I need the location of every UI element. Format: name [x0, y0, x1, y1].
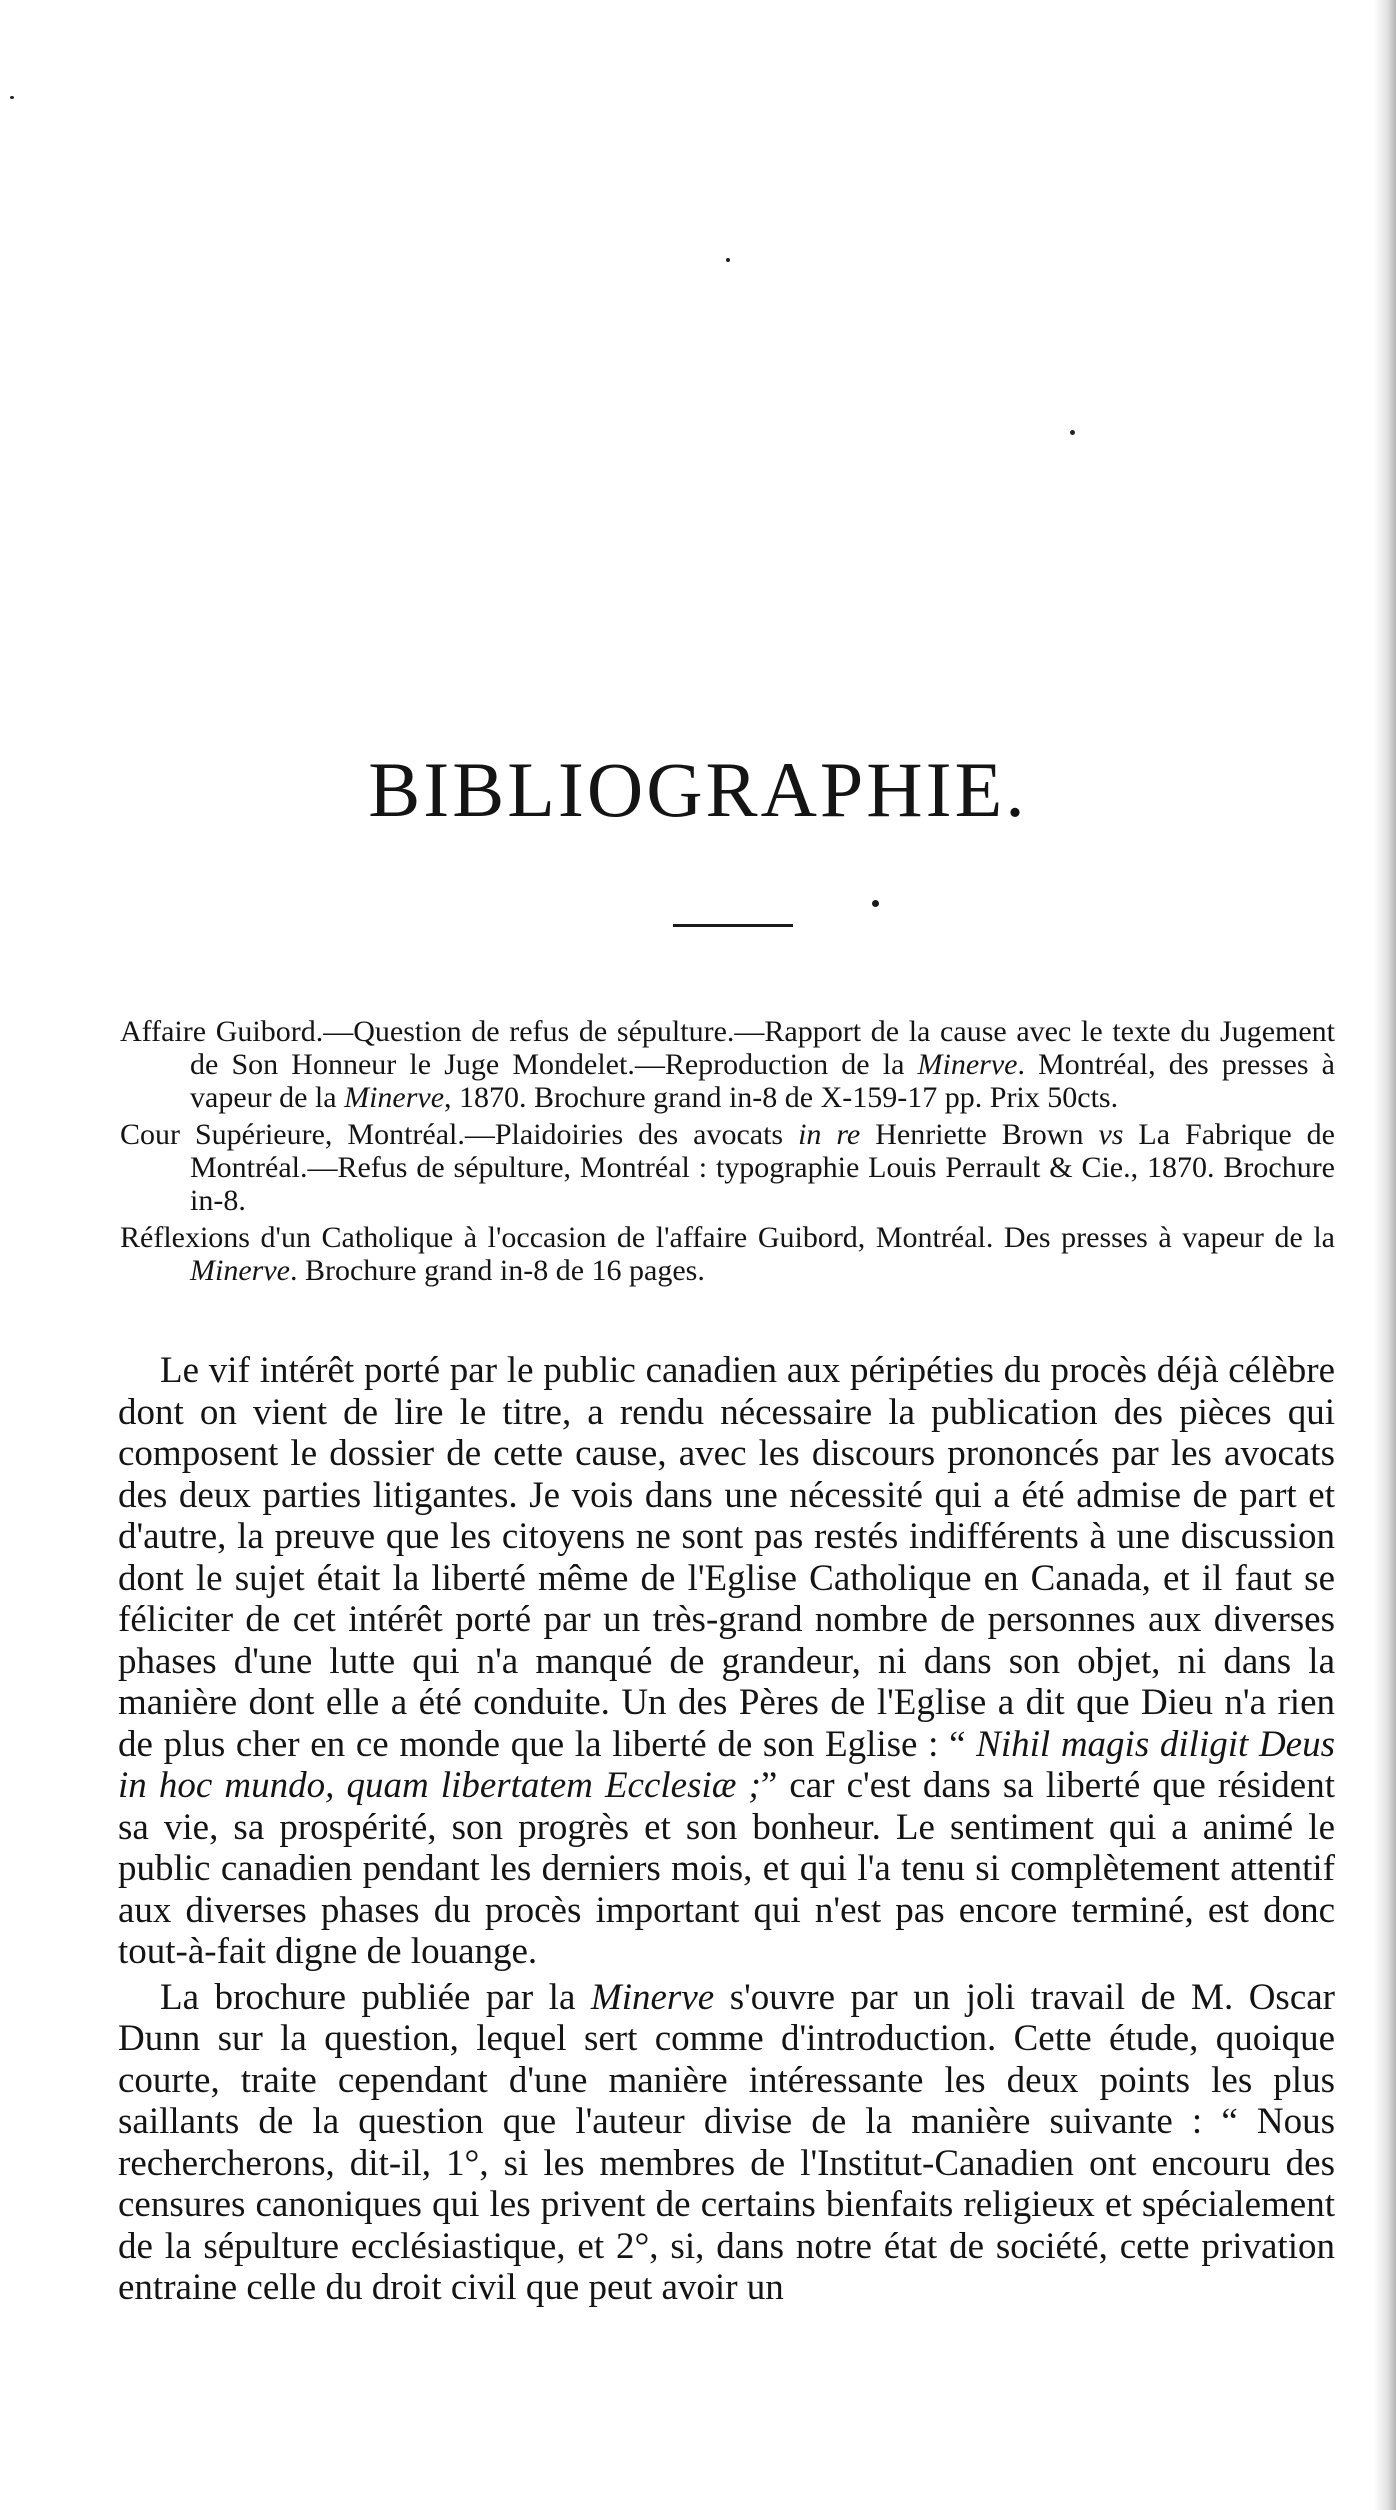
reference-text: Cour Supérieure, Montréal.—Plaidoiries des avocats [120, 1118, 799, 1151]
reference-entry [120, 1118, 1335, 1217]
page-edge-shadow [1374, 0, 1396, 2510]
reference-italic: Minerve [917, 1048, 1018, 1081]
reference-italic: Minerve [344, 1081, 445, 1114]
paragraph-text: Le vif intérêt porté par le public canadien aux péripéties du procès déjà célèbre dont on vient de lire le titre, a rendu nécessaire la publication des pièces qui composent le dossier de cette cause, avec les discours prononcés par les avocats des deux parties litigantes. Je vois dans une nécessité qui a été admise de part et d'autre, la preuve que les citoyens ne sont pas restés indifférents à une discussion dont le sujet était la liberté même de l'Eglise Catholique en Canada, et il faut se féliciter de cet intérêt porté par un très-grand nombre de personnes aux diverses phases d'une lutte qui n'a manqué de grandeur, ni dans son objet, ni dans la manière dont elle a été conduite. Un des Pères de l'Eglise a dit que Dieu n'a rien de plus cher en ce monde que la liberté de son Eglise : “ [118, 1350, 1335, 1765]
paragraph-text: s'ouvre par un joli travail de M. Oscar Dunn sur la question, lequel sert comme d'introduction. Cette étude, quoique courte, traite cependant d'une manière intéressante les deux points les plus saillants de la question que l'auteur divise de la manière suivante : “ Nous rechercherons, dit-il, 1°, si les membres de l'Institut-Canadien ont encouru des censures canoniques qui les privent de certains bienfaits religieux et spécialement de la sépulture ecclésiastique, et 2°, si, dans notre état de société, cette privation entraine celle du droit civil que peut avoir un [118, 1976, 1335, 2308]
reference-entry [120, 1015, 1335, 1114]
body-paragraph [118, 1977, 1335, 2309]
reference-text: Henriette Brown [860, 1118, 1099, 1151]
title-rule [673, 924, 793, 927]
ornament-dot [872, 900, 879, 907]
reference-text: Réflexions d'un Catholique à l'occasion de l'affaire Guibord, Montréal. Des presses à vapeur de la [120, 1221, 1335, 1254]
paragraph-text: La brochure publiée par la [160, 1976, 591, 2018]
reference-entry [120, 1221, 1335, 1287]
reference-italic: vs [1098, 1118, 1124, 1151]
scan-speck [726, 258, 730, 262]
reference-list [120, 1015, 1335, 1291]
reference-text: Affaire Guibord.—Question de refus de sépulture.—Rapport de la cause avec le texte du Jugement de Son Honneur le Juge Mondelet.—Reproduction de la [120, 1015, 1335, 1081]
reference-text: La Fabrique de Montréal.—Refus de sépulture, Montréal : typographie Louis Perrault & Cie., 1870. Brochure in-8. [190, 1118, 1335, 1217]
body-text [118, 1350, 1335, 2313]
scan-speck [10, 96, 14, 99]
latin-quote: Nihil magis diligit Deus in hoc mundo, quam libertatem Ecclesiæ ; [118, 1723, 1336, 1806]
body-paragraph [118, 1350, 1335, 1973]
reference-text: . Montréal, des presses à vapeur de la [190, 1048, 1335, 1114]
scan-speck [1070, 430, 1075, 435]
page-title: BIBLIOGRAPHIE. [368, 746, 1028, 833]
reference-text: . Brochure grand in-8 de 16 pages. [289, 1254, 705, 1287]
paragraph-italic: Minerve [590, 1976, 715, 2018]
paragraph-text: ” car c'est dans sa liberté que résident sa vie, sa prospérité, son progrès et son bonheur. Le sentiment qui a animé le public canadien pendant les derniers mois, et qui l'a tenu si complètement attentif aux diverses phases du procès important qui n'est pas encore terminé, est donc tout-à-fait digne de louange. [118, 1765, 1335, 1972]
reference-italic: in re [798, 1118, 861, 1151]
reference-text: , 1870. Brochure grand in-8 de X-159-17 pp. Prix 50cts. [444, 1081, 1119, 1114]
reference-italic: Minerve [190, 1254, 290, 1287]
